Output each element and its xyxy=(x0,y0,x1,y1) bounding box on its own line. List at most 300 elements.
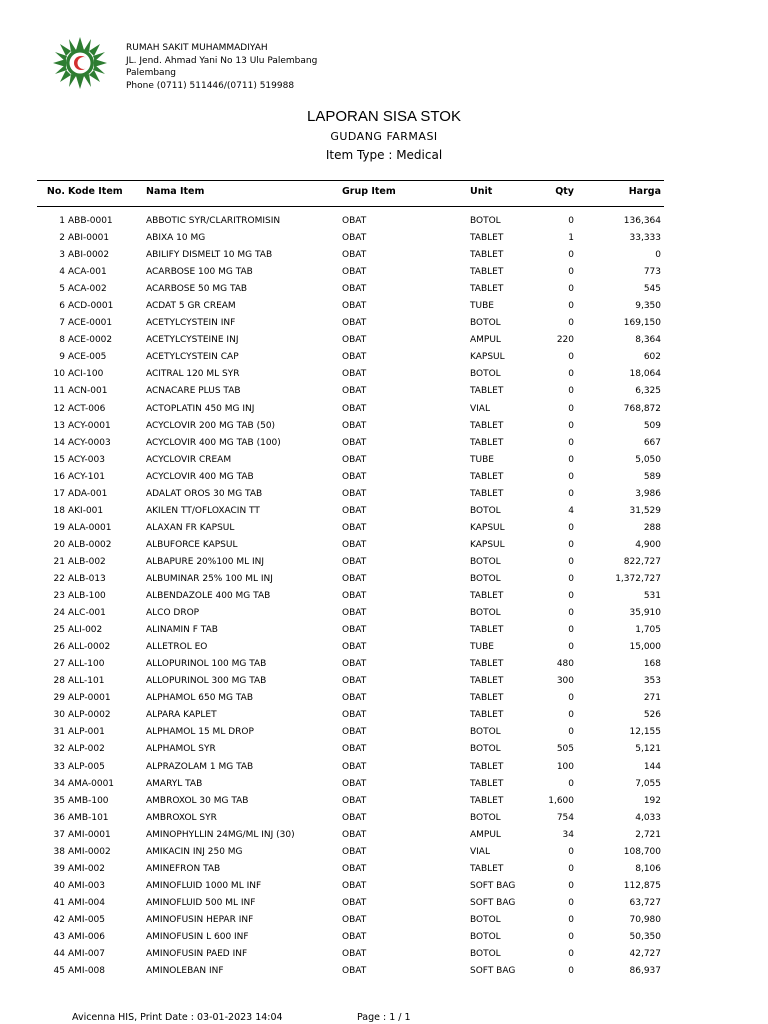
row-kode-item: ALP-001 xyxy=(68,727,105,738)
row-harga: 2,721 xyxy=(635,829,661,840)
row-unit: TABLET xyxy=(470,420,504,431)
row-grup-item: OBAT xyxy=(342,471,367,482)
row-grup-item: OBAT xyxy=(342,693,367,704)
row-kode-item: ALP-002 xyxy=(68,744,105,755)
row-grup-item: OBAT xyxy=(342,795,367,806)
row-no: 20 xyxy=(53,539,65,550)
row-unit: BOTOL xyxy=(470,216,501,226)
row-kode-item: ACT-006 xyxy=(68,403,106,414)
row-grup-item: OBAT xyxy=(342,556,367,567)
row-unit: KAPSUL xyxy=(470,522,505,533)
row-harga: 4,033 xyxy=(635,812,661,823)
hospital-address-line1: JL. Jend. Ahmad Yani No 13 Ulu Palembang xyxy=(126,55,318,66)
row-grup-item: OBAT xyxy=(342,727,367,738)
row-no: 43 xyxy=(53,931,65,942)
row-kode-item: ALB-100 xyxy=(68,591,106,602)
row-qty: 505 xyxy=(556,744,574,755)
row-harga: 8,364 xyxy=(635,335,661,346)
row-qty: 0 xyxy=(568,846,574,857)
row-harga: 271 xyxy=(643,693,661,704)
row-nama-item: ALPHAMOL 650 MG TAB xyxy=(146,693,254,704)
row-qty: 0 xyxy=(568,318,574,329)
hospital-name: RUMAH SAKIT MUHAMMADIYAH xyxy=(126,43,268,53)
row-qty: 300 xyxy=(556,676,574,687)
row-nama-item: ACETYLCYSTEIN INF xyxy=(146,318,236,329)
row-kode-item: AMI-006 xyxy=(68,931,106,942)
table-row xyxy=(0,912,768,929)
row-grup-item: OBAT xyxy=(342,539,367,550)
row-harga: 545 xyxy=(643,284,661,295)
row-qty: 0 xyxy=(568,863,574,874)
row-kode-item: ACE-0002 xyxy=(68,335,113,346)
table-row xyxy=(0,230,768,247)
row-unit: AMPUL xyxy=(470,335,501,346)
row-no: 29 xyxy=(53,693,65,704)
row-no: 14 xyxy=(53,437,65,448)
row-nama-item: ALLETROL EO xyxy=(146,642,208,653)
row-grup-item: OBAT xyxy=(342,573,367,584)
table-top-rule xyxy=(37,180,664,181)
row-qty: 0 xyxy=(568,591,574,602)
row-no: 41 xyxy=(53,897,65,908)
table-row xyxy=(0,605,768,622)
hospital-address-line2: Palembang xyxy=(126,68,176,78)
row-no: 40 xyxy=(53,880,65,891)
row-harga: 63,727 xyxy=(629,897,661,908)
row-no: 45 xyxy=(53,966,65,977)
row-no: 32 xyxy=(53,744,65,755)
row-unit: BOTOL xyxy=(470,744,501,755)
row-harga: 31,529 xyxy=(629,505,661,516)
row-no: 27 xyxy=(53,659,65,670)
row-unit: TUBE xyxy=(470,454,494,465)
row-nama-item: ALPHAMOL SYR xyxy=(146,744,216,755)
row-kode-item: ABI-0002 xyxy=(68,250,110,261)
row-kode-item: ALB-002 xyxy=(68,556,106,567)
row-no: 15 xyxy=(53,454,65,465)
row-qty: 0 xyxy=(568,267,574,278)
row-qty: 0 xyxy=(568,386,574,397)
row-nama-item: ADALAT OROS 30 MG TAB xyxy=(146,488,263,499)
row-nama-item: ACYCLOVIR CREAM xyxy=(146,454,232,465)
header-qty: Qty xyxy=(555,186,574,197)
table-row xyxy=(0,878,768,895)
row-unit: TABLET xyxy=(470,778,504,789)
row-harga: 602 xyxy=(643,352,661,363)
row-unit: TABLET xyxy=(470,863,504,874)
table-row xyxy=(0,503,768,520)
row-grup-item: OBAT xyxy=(342,335,367,346)
row-harga: 50,350 xyxy=(629,931,661,942)
table-row xyxy=(0,247,768,264)
row-grup-item: OBAT xyxy=(342,778,367,789)
row-grup-item: OBAT xyxy=(342,829,367,840)
row-harga: 192 xyxy=(643,795,661,806)
row-kode-item: ACE-0001 xyxy=(68,318,113,329)
row-qty: 0 xyxy=(568,403,574,414)
table-row xyxy=(0,213,768,230)
row-kode-item: AMB-101 xyxy=(68,812,109,823)
row-nama-item: ACARBOSE 50 MG TAB xyxy=(146,284,248,295)
table-row xyxy=(0,724,768,741)
row-grup-item: OBAT xyxy=(342,863,367,874)
row-grup-item: OBAT xyxy=(342,454,367,465)
row-qty: 0 xyxy=(568,573,574,584)
row-qty: 0 xyxy=(568,437,574,448)
row-qty: 0 xyxy=(568,625,574,636)
table-row xyxy=(0,520,768,537)
row-kode-item: AMB-100 xyxy=(68,795,109,806)
row-kode-item: ALB-0002 xyxy=(68,539,112,550)
row-harga: 5,050 xyxy=(635,454,661,465)
row-nama-item: AMINOFUSIN HEPAR INF xyxy=(146,914,254,925)
row-harga: 112,875 xyxy=(623,880,661,891)
row-no: 19 xyxy=(53,522,65,533)
row-unit: BOTOL xyxy=(470,505,501,516)
row-no: 28 xyxy=(53,676,65,687)
table-row xyxy=(0,366,768,383)
row-kode-item: ALP-0002 xyxy=(68,710,111,721)
row-kode-item: AMI-002 xyxy=(68,863,106,874)
row-unit: BOTOL xyxy=(470,949,501,960)
row-nama-item: ALCO DROP xyxy=(146,608,200,619)
row-kode-item: AMI-008 xyxy=(68,966,106,977)
row-grup-item: OBAT xyxy=(342,522,367,533)
row-kode-item: AMI-004 xyxy=(68,897,106,908)
row-qty: 220 xyxy=(556,335,574,346)
row-unit: BOTOL xyxy=(470,573,501,584)
row-qty: 0 xyxy=(568,931,574,942)
row-kode-item: AMI-007 xyxy=(68,949,106,960)
row-grup-item: OBAT xyxy=(342,267,367,278)
row-qty: 480 xyxy=(556,659,574,670)
row-qty: 0 xyxy=(568,966,574,977)
row-unit: TABLET xyxy=(470,284,504,295)
header-nama-item: Nama Item xyxy=(146,186,205,197)
row-qty: 0 xyxy=(568,301,574,312)
row-no: 6 xyxy=(59,301,65,312)
table-row xyxy=(0,844,768,861)
row-harga: 509 xyxy=(643,420,661,431)
row-nama-item: ACETYLCYSTEIN CAP xyxy=(146,352,239,363)
row-kode-item: AMI-0002 xyxy=(68,846,111,857)
report-title: LAPORAN SISA STOK xyxy=(307,108,461,125)
row-qty: 0 xyxy=(568,710,574,721)
row-unit: VIAL xyxy=(470,403,490,414)
row-nama-item: ALAXAN FR KAPSUL xyxy=(146,522,235,533)
row-grup-item: OBAT xyxy=(342,386,367,397)
row-grup-item: OBAT xyxy=(342,642,367,653)
row-grup-item: OBAT xyxy=(342,761,367,772)
row-grup-item: OBAT xyxy=(342,608,367,619)
row-kode-item: ALP-0001 xyxy=(68,693,111,704)
row-kode-item: ABI-0001 xyxy=(68,233,110,244)
row-grup-item: OBAT xyxy=(342,625,367,636)
row-qty: 0 xyxy=(568,352,574,363)
row-harga: 169,150 xyxy=(623,318,661,329)
row-harga: 3,986 xyxy=(635,488,661,499)
row-nama-item: ALLOPURINOL 300 MG TAB xyxy=(146,676,267,687)
header-no: No. xyxy=(46,186,65,197)
row-nama-item: ABILIFY DISMELT 10 MG TAB xyxy=(146,250,273,261)
row-kode-item: ACI-100 xyxy=(68,369,104,380)
row-grup-item: OBAT xyxy=(342,949,367,960)
row-nama-item: ALBAPURE 20%100 ML INJ xyxy=(146,556,265,567)
row-kode-item: ADA-001 xyxy=(68,488,108,499)
row-nama-item: ALPHAMOL 15 ML DROP xyxy=(146,727,254,738)
row-grup-item: OBAT xyxy=(342,880,367,891)
row-harga: 7,055 xyxy=(635,778,661,789)
row-nama-item: ACYCLOVIR 400 MG TAB xyxy=(146,471,254,482)
hospital-logo-icon xyxy=(51,36,109,90)
table-row xyxy=(0,759,768,776)
row-unit: TABLET xyxy=(470,267,504,278)
table-row xyxy=(0,639,768,656)
row-grup-item: OBAT xyxy=(342,744,367,755)
table-row xyxy=(0,401,768,418)
row-no: 34 xyxy=(53,778,65,789)
row-grup-item: OBAT xyxy=(342,812,367,823)
row-unit: BOTOL xyxy=(470,556,501,567)
row-grup-item: OBAT xyxy=(342,931,367,942)
row-grup-item: OBAT xyxy=(342,488,367,499)
table-header xyxy=(0,186,768,200)
row-grup-item: OBAT xyxy=(342,846,367,857)
row-kode-item: ACY-0001 xyxy=(68,420,111,431)
row-no: 5 xyxy=(59,284,65,295)
row-nama-item: ACYCLOVIR 200 MG TAB (50) xyxy=(146,420,276,431)
row-no: 36 xyxy=(53,812,65,823)
row-qty: 34 xyxy=(562,829,574,840)
row-grup-item: OBAT xyxy=(342,403,367,414)
row-unit: TABLET xyxy=(470,659,504,670)
row-unit: TABLET xyxy=(470,386,504,397)
row-no: 21 xyxy=(53,556,65,567)
row-no: 3 xyxy=(59,250,65,261)
row-harga: 4,900 xyxy=(635,539,661,550)
row-unit: TABLET xyxy=(470,488,504,499)
row-nama-item: ABBOTIC SYR/CLARITROMISIN xyxy=(146,216,281,226)
row-qty: 0 xyxy=(568,539,574,550)
row-nama-item: ACARBOSE 100 MG TAB xyxy=(146,267,253,278)
row-harga: 1,372,727 xyxy=(615,573,661,584)
row-nama-item: ACITRAL 120 ML SYR xyxy=(146,369,240,380)
row-no: 10 xyxy=(53,369,65,380)
row-unit: TABLET xyxy=(470,233,504,244)
row-nama-item: AMINOPHYLLIN 24MG/ML INJ (30) xyxy=(146,829,295,840)
row-harga: 1,705 xyxy=(635,625,661,636)
row-qty: 0 xyxy=(568,642,574,653)
item-type-label: Item Type : Medical xyxy=(325,148,443,162)
row-nama-item: AKILEN TT/OFLOXACIN TT xyxy=(146,505,260,516)
row-unit: KAPSUL xyxy=(470,352,505,363)
table-row xyxy=(0,486,768,503)
row-harga: 288 xyxy=(643,522,661,533)
row-harga: 768,872 xyxy=(623,403,661,414)
row-harga: 9,350 xyxy=(635,301,661,312)
stock-table-body xyxy=(0,213,768,980)
row-nama-item: ALBENDAZOLE 400 MG TAB xyxy=(146,591,271,602)
row-grup-item: OBAT xyxy=(342,318,367,329)
row-grup-item: OBAT xyxy=(342,284,367,295)
row-no: 2 xyxy=(59,233,65,244)
row-nama-item: ALBUMINAR 25% 100 ML INJ xyxy=(146,573,273,584)
row-no: 8 xyxy=(59,335,65,346)
row-no: 17 xyxy=(53,488,65,499)
header-kode-item: Kode Item xyxy=(68,186,123,197)
row-no: 7 xyxy=(59,318,65,329)
table-header-rule xyxy=(37,206,664,207)
row-unit: KAPSUL xyxy=(470,539,505,550)
report-subtitle: GUDANG FARMASI xyxy=(330,130,438,143)
row-harga: 18,064 xyxy=(629,369,661,380)
table-row xyxy=(0,571,768,588)
row-harga: 531 xyxy=(643,591,661,602)
table-row xyxy=(0,963,768,980)
page-indicator: Page : 1 / 1 xyxy=(357,1012,411,1023)
row-nama-item: ACDAT 5 GR CREAM xyxy=(146,301,236,312)
row-grup-item: OBAT xyxy=(342,914,367,925)
table-row xyxy=(0,707,768,724)
table-row xyxy=(0,622,768,639)
row-qty: 0 xyxy=(568,284,574,295)
row-grup-item: OBAT xyxy=(342,420,367,431)
row-harga: 5,121 xyxy=(635,744,661,755)
table-row xyxy=(0,298,768,315)
row-no: 44 xyxy=(53,949,65,960)
table-row xyxy=(0,383,768,400)
row-no: 18 xyxy=(53,505,65,516)
row-harga: 667 xyxy=(643,437,661,448)
row-unit: VIAL xyxy=(470,846,490,857)
row-harga: 108,700 xyxy=(623,846,661,857)
row-harga: 33,333 xyxy=(629,233,661,244)
row-kode-item: ACA-002 xyxy=(68,284,107,295)
row-kode-item: AMI-005 xyxy=(68,914,106,925)
row-kode-item: ACA-001 xyxy=(68,267,107,278)
table-row xyxy=(0,332,768,349)
row-unit: BOTOL xyxy=(470,608,501,619)
row-nama-item: AMINEFRON TAB xyxy=(146,863,221,874)
row-kode-item: ACY-0003 xyxy=(68,437,111,448)
row-qty: 0 xyxy=(568,727,574,738)
row-kode-item: ALL-100 xyxy=(68,659,105,670)
row-harga: 6,325 xyxy=(635,386,661,397)
row-harga: 144 xyxy=(643,761,661,772)
print-info: Avicenna HIS, Print Date : 03-01-2023 14:04 xyxy=(72,1012,283,1023)
row-grup-item: OBAT xyxy=(342,710,367,721)
row-qty: 0 xyxy=(568,369,574,380)
row-unit: TABLET xyxy=(470,437,504,448)
header-unit: Unit xyxy=(470,186,493,197)
row-qty: 0 xyxy=(568,454,574,465)
row-harga: 0 xyxy=(655,250,661,261)
row-harga: 86,937 xyxy=(629,966,661,977)
row-kode-item: ALL-0002 xyxy=(68,642,111,653)
row-harga: 136,364 xyxy=(623,216,661,226)
row-kode-item: AMA-0001 xyxy=(68,778,115,789)
row-unit: TABLET xyxy=(470,471,504,482)
table-row xyxy=(0,895,768,912)
row-grup-item: OBAT xyxy=(342,233,367,244)
row-unit: BOTOL xyxy=(470,369,501,380)
row-harga: 12,155 xyxy=(629,727,661,738)
table-row xyxy=(0,793,768,810)
row-harga: 35,910 xyxy=(629,608,661,619)
row-qty: 0 xyxy=(568,914,574,925)
row-nama-item: AMINOLEBAN INF xyxy=(146,966,224,977)
row-kode-item: AMI-003 xyxy=(68,880,106,891)
table-row xyxy=(0,929,768,946)
row-unit: TABLET xyxy=(470,761,504,772)
row-no: 1 xyxy=(59,216,65,226)
row-nama-item: AMIKACIN INJ 250 MG xyxy=(146,846,243,857)
row-qty: 0 xyxy=(568,216,574,226)
row-unit: TABLET xyxy=(470,625,504,636)
row-kode-item: ALP-005 xyxy=(68,761,105,772)
row-nama-item: AMARYL TAB xyxy=(146,778,203,789)
row-qty: 1 xyxy=(568,233,574,244)
row-nama-item: ALINAMIN F TAB xyxy=(146,625,218,636)
row-harga: 526 xyxy=(643,710,661,721)
row-no: 11 xyxy=(53,386,65,397)
row-grup-item: OBAT xyxy=(342,352,367,363)
row-no: 38 xyxy=(53,846,65,857)
row-nama-item: ACETYLCYSTEINE INJ xyxy=(146,335,239,346)
row-qty: 0 xyxy=(568,949,574,960)
row-kode-item: ALC-001 xyxy=(68,608,106,619)
row-no: 22 xyxy=(53,573,65,584)
row-unit: BOTOL xyxy=(470,727,501,738)
row-unit: SOFT BAG xyxy=(470,880,516,891)
row-kode-item: ALL-101 xyxy=(68,676,105,687)
row-kode-item: ALA-0001 xyxy=(68,522,112,533)
table-row xyxy=(0,690,768,707)
table-row xyxy=(0,827,768,844)
table-row xyxy=(0,810,768,827)
row-unit: SOFT BAG xyxy=(470,897,516,908)
row-qty: 0 xyxy=(568,556,574,567)
table-row xyxy=(0,554,768,571)
row-qty: 0 xyxy=(568,778,574,789)
row-nama-item: ALLOPURINOL 100 MG TAB xyxy=(146,659,267,670)
row-no: 4 xyxy=(59,267,65,278)
row-grup-item: OBAT xyxy=(342,966,367,977)
table-row xyxy=(0,537,768,554)
row-nama-item: AMINOFLUID 1000 ML INF xyxy=(146,880,262,891)
row-qty: 1,600 xyxy=(548,795,574,806)
row-qty: 0 xyxy=(568,488,574,499)
row-nama-item: AMBROXOL 30 MG TAB xyxy=(146,795,249,806)
row-kode-item: ACN-001 xyxy=(68,386,108,397)
row-unit: BOTOL xyxy=(470,318,501,329)
table-row xyxy=(0,776,768,793)
row-kode-item: ABB-0001 xyxy=(68,216,113,226)
row-no: 30 xyxy=(53,710,65,721)
row-grup-item: OBAT xyxy=(342,216,367,226)
row-no: 31 xyxy=(53,727,65,738)
row-qty: 754 xyxy=(556,812,574,823)
table-row xyxy=(0,469,768,486)
table-row xyxy=(0,588,768,605)
row-harga: 353 xyxy=(643,676,661,687)
row-kode-item: AKI-001 xyxy=(68,505,104,516)
row-qty: 0 xyxy=(568,471,574,482)
row-qty: 0 xyxy=(568,250,574,261)
row-unit: TABLET xyxy=(470,591,504,602)
row-unit: TABLET xyxy=(470,676,504,687)
row-no: 13 xyxy=(53,420,65,431)
